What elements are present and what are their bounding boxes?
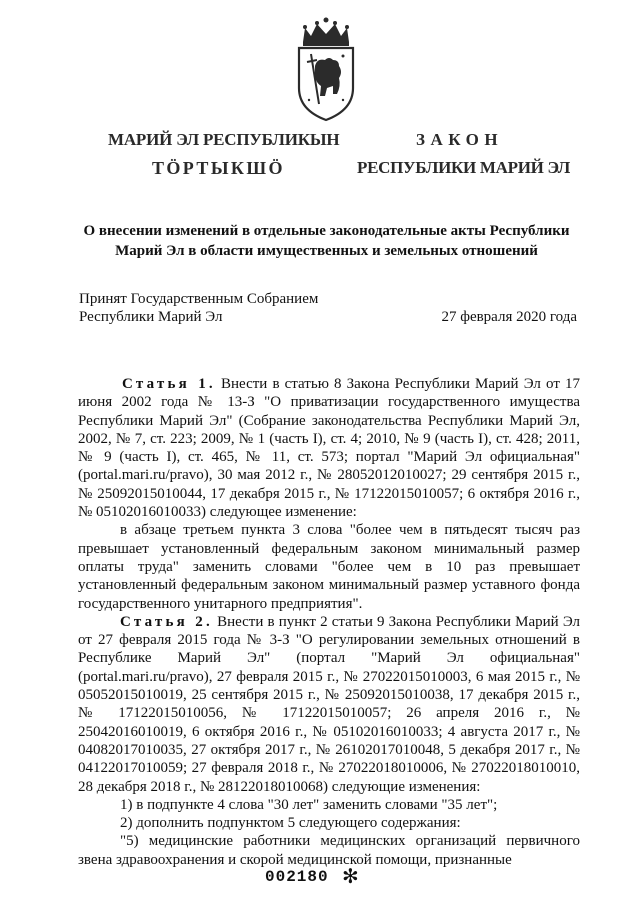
header-left-line1: МАРИЙ ЭЛ РЕСПУБЛИКЫН [108, 130, 340, 149]
article-2-paragraph [78, 613, 580, 796]
coat-of-arms-emblem [293, 14, 359, 124]
article-2-item-2: 2) дополнить подпунктом 5 следующего содержания: [120, 815, 461, 832]
article-1-label: Статья 1. [122, 376, 216, 392]
article-2-label: Статья 2. [120, 613, 213, 630]
document-serial-number: 002180 [265, 868, 329, 886]
law-title [60, 221, 593, 261]
article-2-item-1: 1) в подпункте 4 слова "30 лет" заменить словами "35 лет"; [120, 796, 498, 813]
article-2-item-3: "5) медицинские работники медицинских организаций первичного звена здравоохранения и скорой медицинской помощи, признанные [78, 833, 580, 868]
law-title-line2: Марий Эл в области имущественных и земельных отношений [115, 243, 538, 259]
header-left-line2: ТӦРТЫКШӦ [152, 158, 285, 178]
article-1-text: Внести в статью 8 Закона Республики Марий Эл от 17 июня 2002 года № 13-З "О приватизации государственного имущества Республики Марий Эл" (Собрание законодательства Республики Марий Эл, 2002, № 7, ст. 223; 2009, № 1 (часть I), ст. 4; 2010, № 9 (часть I), ст. 428; 2011, № 9 (часть I), ст. 465, № 11, ст. 573; портал "Марий Эл официальная" (portal.mari.ru/pravo), 30 мая 2012 г., № 28052012010027; 29 сентября 2015 г., № 25092015010044, 17 декабря 2015 г., № 17122015010057; 6 октября 2016 г., № 05102016010033) следующее изменение: [78, 376, 580, 521]
article-2-text: Внести в пункт 2 статьи 9 Закона Республики Марий Эл от 27 февраля 2015 года № 3-З "О регулировании земельных отношений в Республике Марий Эл" (портал "Марий Эл официальная" (portal.mari.ru/pravo), 27 февраля 2015 г., № 27022015010003, 6 мая 2015 г., № 05052015010019, 25 сентября 2015 г., № 25092015010038, 17 декабря 2015 г., № 17122015010056, № 17122015010057; 26 апреля 2016 г., № 25042016010019, 6 октября 2016 г., № 05102016010033; 4 августа 2017 г., № 04082017010035, 27 октября 2017 г., № 26102017010048, 5 декабря 2017 г., № 04122017010059; 27 февраля 2018 г., № 27022018010006, № 27022018010010, 28 декабря 2018 г., № 28122018010068) следующие изменения: [78, 613, 581, 795]
adoption-line2: Республики Марий Эл [79, 309, 223, 325]
article-1-change: в абзаце третьем пункта 3 слова "более чем в пятьдесят тысяч раз превышает установленный федеральным законом минимальный размер оплаты труда" заменить словами "более чем в 10 раз превышает установленный федеральным законом минимальный размер уставного фонда государственного унитарного предприятия". [78, 522, 580, 612]
footer-star-mark: ✻ [342, 864, 359, 888]
header-right-line1: ЗАКОН [416, 130, 504, 149]
adoption-line1: Принят Государственным Собранием [79, 291, 319, 307]
document-body [78, 375, 580, 869]
article-1-paragraph [78, 375, 580, 521]
header-right-line2: РЕСПУБЛИКИ МАРИЙ ЭЛ [357, 158, 571, 177]
law-title-line1: О внесении изменений в отдельные законодательные акты Республики [83, 223, 570, 239]
adoption-date: 27 февраля 2020 года [441, 309, 577, 325]
adoption-info [79, 290, 318, 326]
